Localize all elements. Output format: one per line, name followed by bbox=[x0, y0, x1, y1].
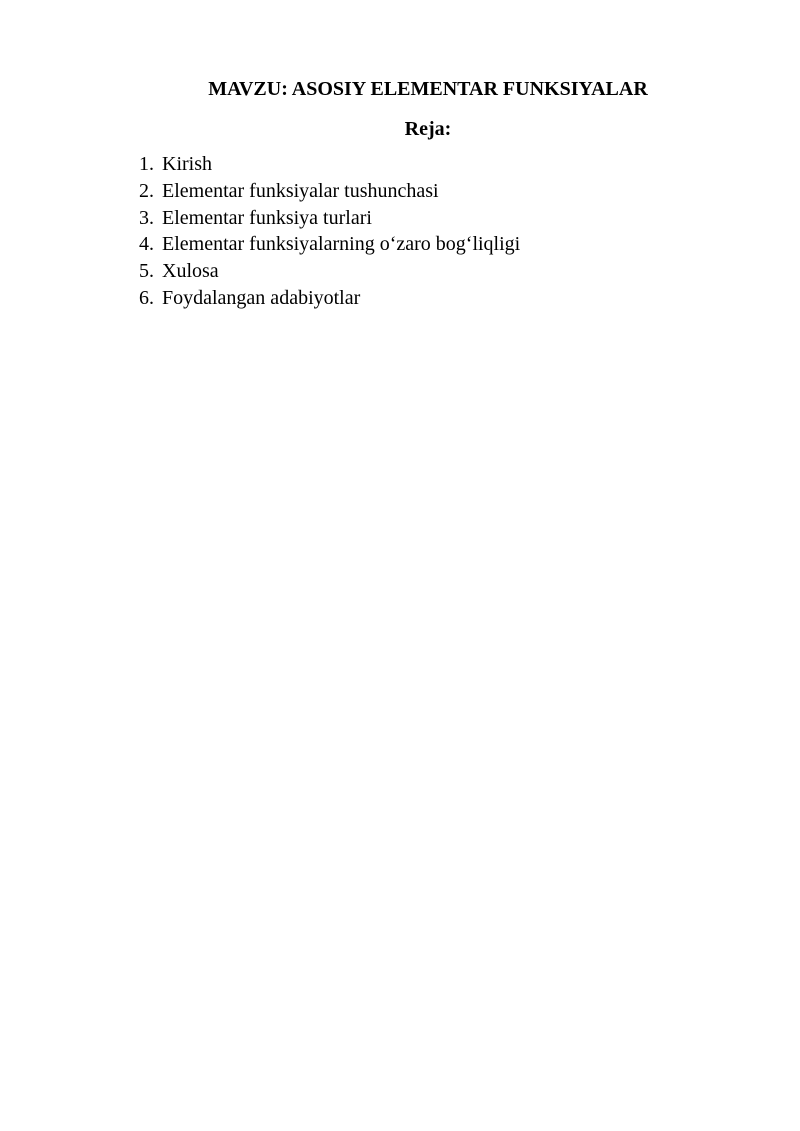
plan-item-text: Foydalangan adabiyotlar bbox=[162, 286, 361, 309]
plan-item-number: 3. bbox=[139, 206, 154, 229]
plan-item-number: 2. bbox=[139, 179, 154, 202]
document-title: MAVZU: ASOSIY ELEMENTAR FUNKSIYALAR bbox=[208, 78, 648, 100]
plan-item-text: Kirish bbox=[162, 153, 212, 175]
plan-item-text: Elementar funksiya turlari bbox=[162, 206, 372, 229]
plan-item-text: Xulosa bbox=[162, 260, 219, 283]
plan-item-number: 1. bbox=[139, 153, 154, 175]
plan-heading: Reja: bbox=[404, 118, 452, 140]
plan-item bbox=[139, 205, 520, 232]
plan-item bbox=[139, 258, 520, 285]
plan-item bbox=[139, 151, 520, 178]
plan-item-text: Elementar funksiyalar tushunchasi bbox=[162, 179, 439, 202]
plan-item bbox=[139, 285, 520, 312]
plan-list bbox=[139, 151, 520, 312]
plan-item-number: 5. bbox=[139, 260, 154, 283]
plan-item-number: 4. bbox=[139, 233, 154, 256]
plan-item bbox=[139, 231, 520, 258]
plan-item bbox=[139, 178, 520, 205]
plan-item-number: 6. bbox=[139, 286, 154, 309]
plan-item-text: Elementar funksiyalarning o‘zaro bog‘liqligi bbox=[162, 233, 521, 256]
